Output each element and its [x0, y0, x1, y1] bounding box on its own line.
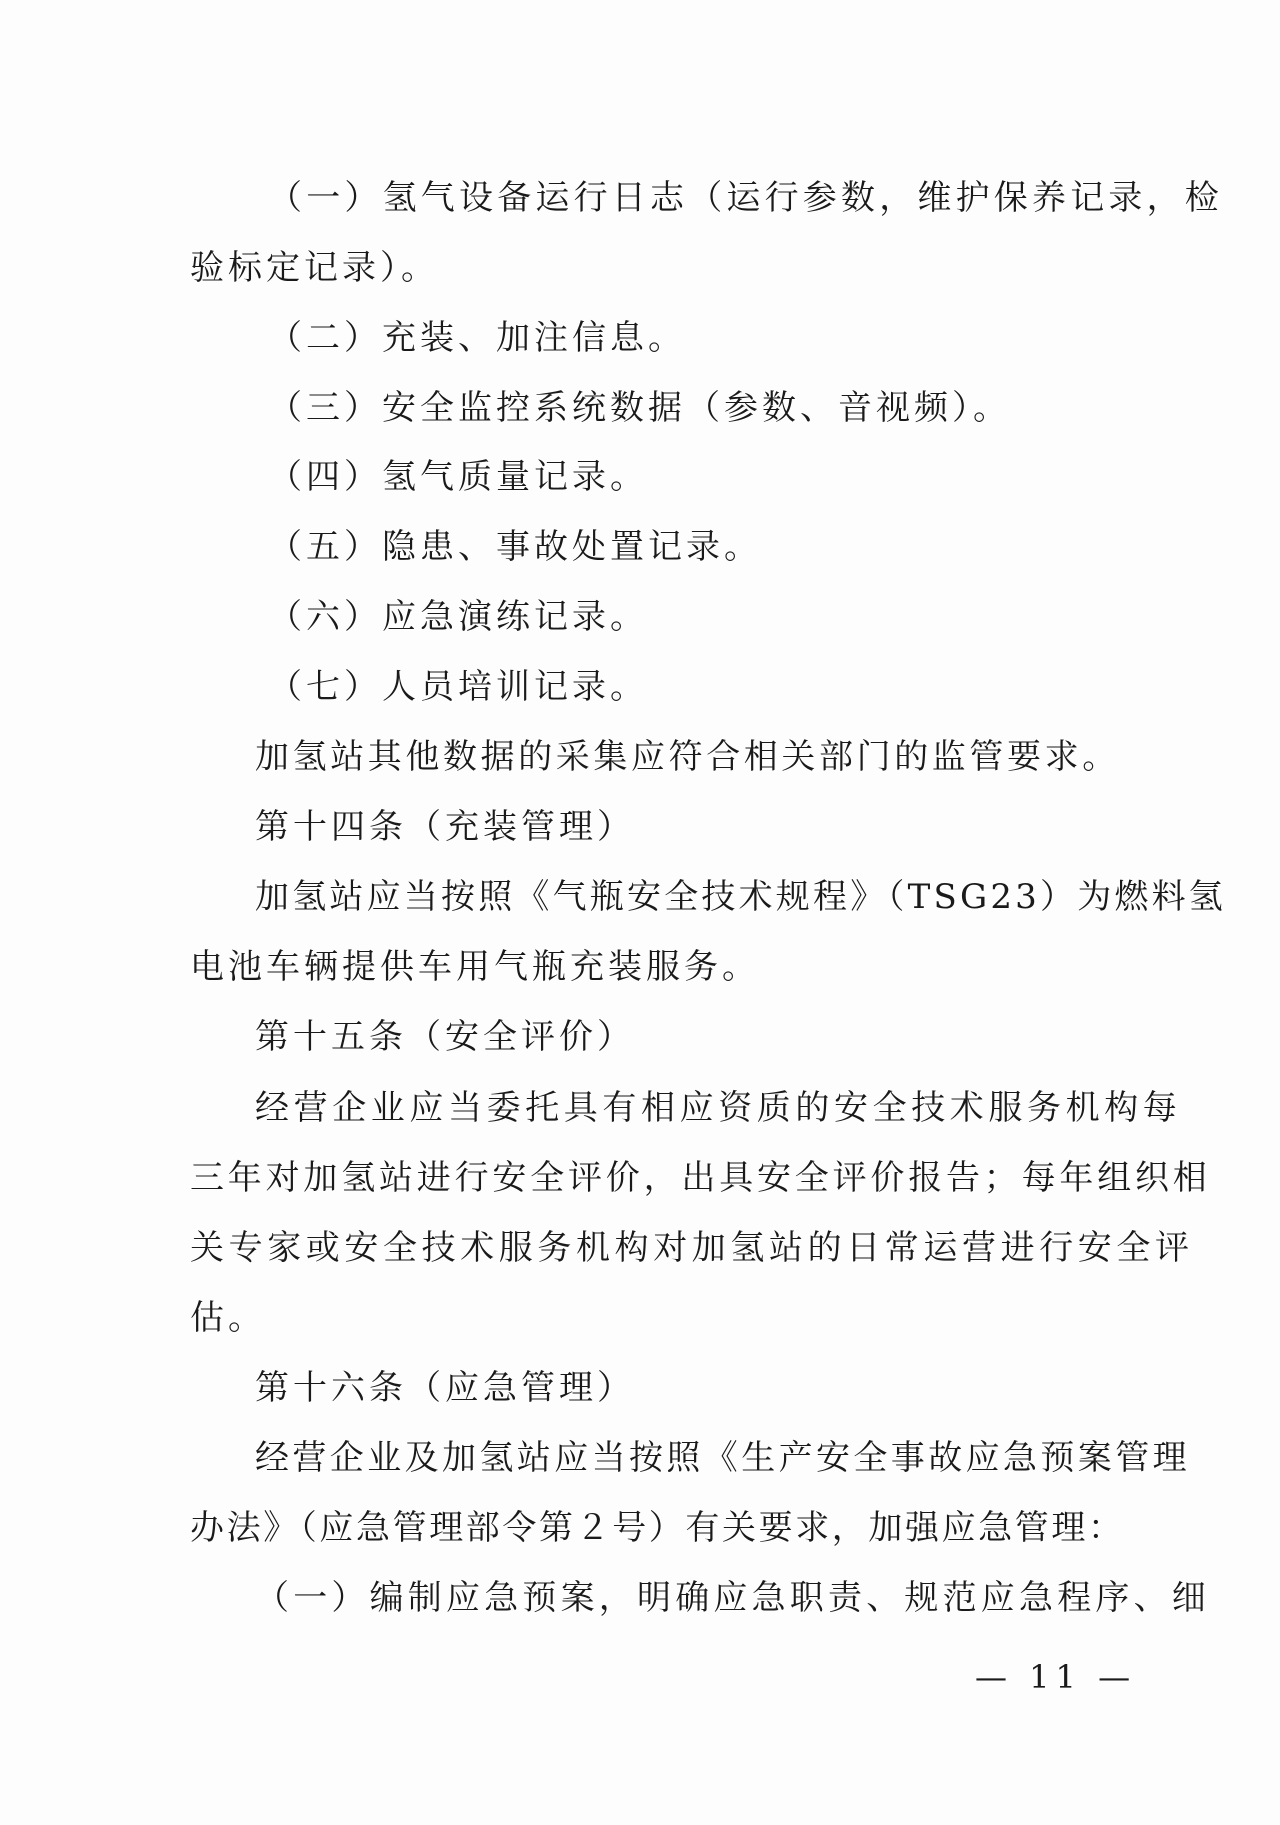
text-line: 加氢站应当按照《气瓶安全技术规程》（TSG23）为燃料氢: [255, 877, 1226, 917]
text-line: （四）氢气质量记录。: [268, 457, 648, 497]
text-line: 经营企业应当委托具有相应资质的安全技术服务机构每: [255, 1088, 1182, 1128]
text-line: （二）充装、加注信息。: [268, 318, 686, 358]
text-line: 估。: [190, 1298, 266, 1338]
article-heading: 第十四条（充装管理）: [255, 807, 635, 847]
page-number: — 11 —: [975, 1658, 1137, 1696]
text-line: （三）安全监控系统数据（参数、音视频）。: [268, 388, 1011, 428]
text-line: （六）应急演练记录。: [268, 597, 648, 637]
text-line: 电池车辆提供车用气瓶充装服务。: [190, 947, 760, 987]
text-line: 办法》（应急管理部令第２号）有关要求，加强应急管理：: [190, 1508, 1125, 1548]
text-line: 三年对加氢站进行安全评价，出具安全评价报告；每年组织相: [190, 1158, 1211, 1198]
text-line: （五）隐患、事故处置记录。: [268, 527, 762, 567]
article-heading: 第十五条（安全评价）: [255, 1017, 635, 1057]
text-line: （一）编制应急预案，明确应急职责、规范应急程序、细: [255, 1578, 1210, 1618]
text-line: 验标定记录）。: [190, 248, 439, 288]
text-line: 加氢站其他数据的采集应符合相关部门的监管要求。: [255, 737, 1120, 777]
text-line: 经营企业及加氢站应当按照《生产安全事故应急预案管理: [255, 1438, 1190, 1478]
text-line: （一）氢气设备运行日志（运行参数，维护保养记录，检: [268, 178, 1223, 218]
text-line: （七）人员培训记录。: [268, 667, 648, 707]
text-line: 关专家或安全技术服务机构对加氢站的日常运营进行安全评: [190, 1228, 1194, 1268]
article-heading: 第十六条（应急管理）: [255, 1368, 635, 1408]
